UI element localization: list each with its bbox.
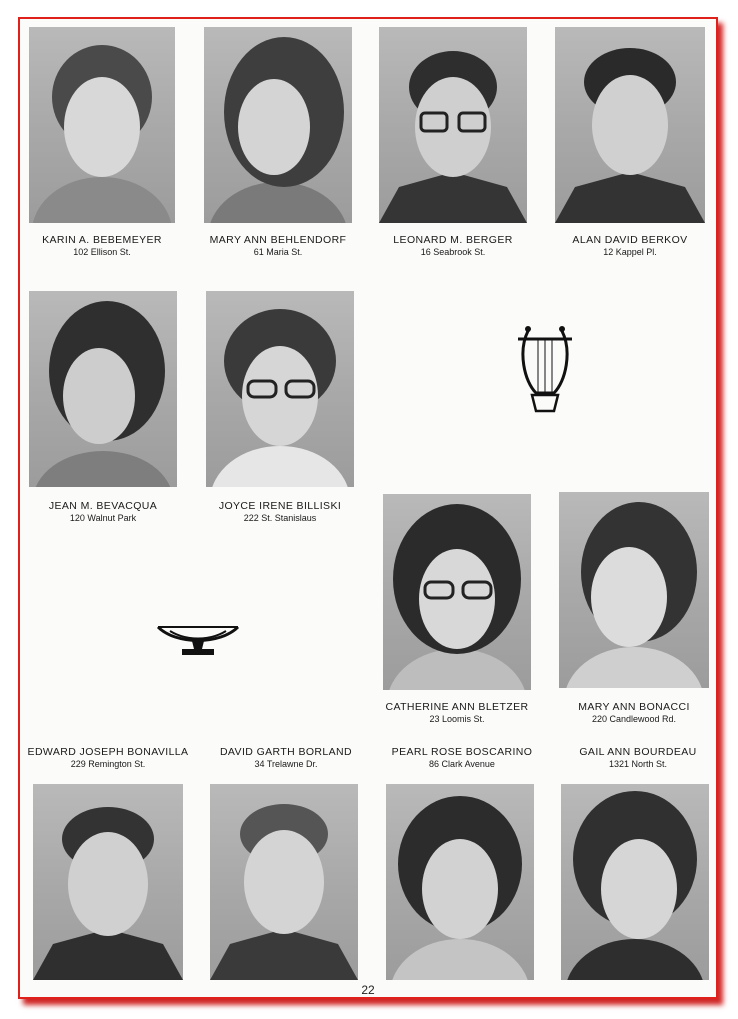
student-address: 16 Seabrook St.	[420, 247, 486, 258]
student-photo	[386, 784, 534, 980]
student-name: GAIL ANN BOURDEAU	[579, 746, 697, 758]
student-name: CATHERINE ANN BLETZER	[385, 701, 529, 713]
student-name: JOYCE IRENE BILLISKI	[218, 500, 342, 512]
student-photo	[210, 784, 358, 980]
lyre-icon	[514, 321, 576, 421]
yearbook-page	[18, 17, 718, 999]
student-caption	[550, 746, 726, 770]
student-name: EDWARD JOSEPH BONAVILLA	[27, 746, 189, 758]
student-name: LEONARD M. BERGER	[393, 234, 513, 246]
student-photo	[29, 27, 175, 223]
student-photo	[206, 291, 354, 487]
student-name: KARIN A. BEBEMEYER	[42, 234, 162, 246]
student-photo	[561, 784, 709, 980]
student-photo	[29, 291, 177, 487]
student-name: ALAN DAVID BERKOV	[572, 234, 688, 246]
student-address: 120 Walnut Park	[69, 513, 137, 524]
student-address: 12 Kappel Pl.	[603, 247, 657, 258]
student-address: 86 Clark Avenue	[429, 759, 495, 770]
student-address: 61 Maria St.	[253, 247, 303, 258]
student-photo	[204, 27, 352, 223]
student-caption	[192, 500, 368, 524]
student-address: 34 Trelawne Dr.	[254, 759, 318, 770]
lamp-of-learning-icon	[156, 619, 240, 659]
student-photo	[559, 492, 709, 688]
student-caption	[190, 234, 366, 258]
student-address: 102 Ellison St.	[73, 247, 131, 258]
student-caption	[20, 746, 196, 770]
student-address: 220 Candlewood Rd.	[591, 714, 677, 725]
student-photo	[383, 494, 531, 690]
student-caption	[365, 234, 541, 258]
student-address: 23 Loomis St.	[429, 714, 485, 725]
student-caption	[546, 701, 722, 725]
student-caption	[15, 234, 189, 258]
student-caption	[198, 746, 374, 770]
student-name: DAVID GARTH BORLAND	[219, 746, 353, 758]
student-address: 1321 North St.	[608, 759, 668, 770]
student-photo	[379, 27, 527, 223]
student-address: 222 St. Stanislaus	[243, 513, 317, 524]
student-caption	[369, 701, 545, 725]
student-name: PEARL ROSE BOSCARINO	[391, 746, 533, 758]
page-number: 22	[361, 983, 375, 997]
student-caption	[374, 746, 550, 770]
student-name: MARY ANN BONACCI	[578, 701, 690, 713]
student-address: 229 Remington St.	[70, 759, 146, 770]
student-caption	[542, 234, 718, 258]
student-name: JEAN M. BEVACQUA	[48, 500, 158, 512]
student-caption	[15, 500, 191, 524]
student-photo	[33, 784, 183, 980]
student-name: MARY ANN BEHLENDORF	[209, 234, 347, 246]
student-photo	[555, 27, 705, 223]
